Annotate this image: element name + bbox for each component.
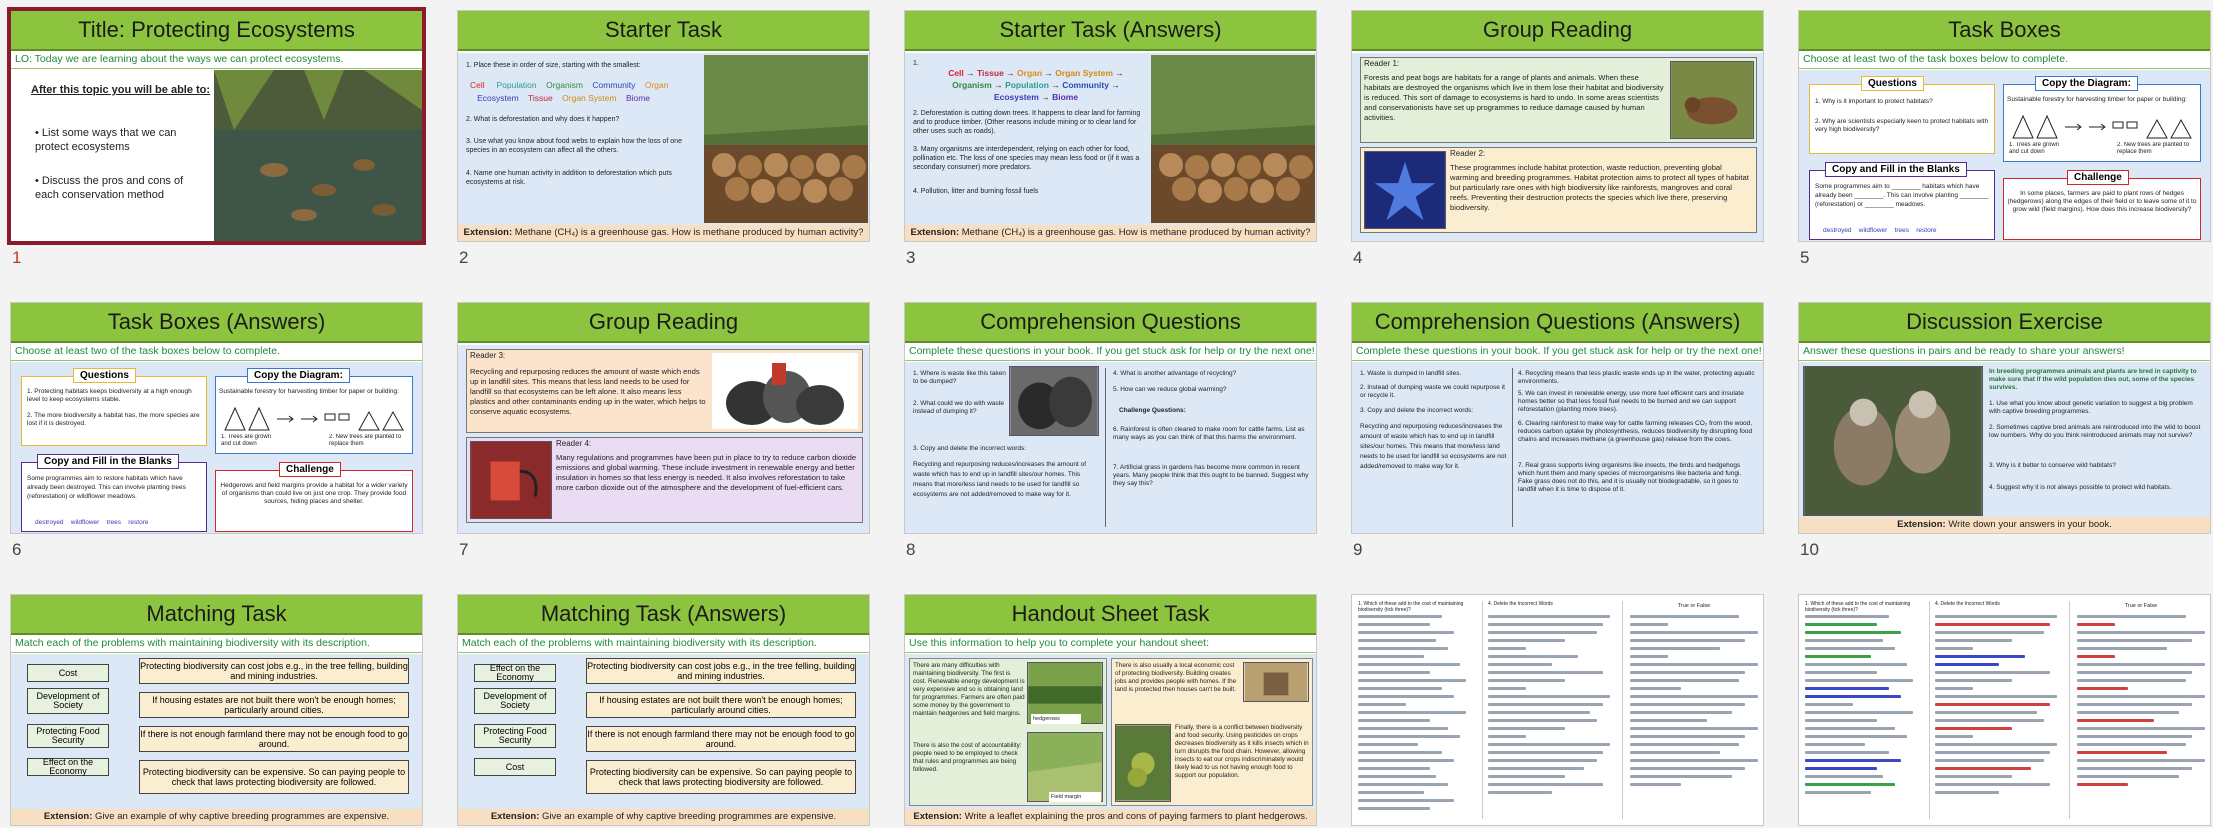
answer-3: 3. Copy and delete the incorrect words: (1360, 407, 1474, 414)
slide-number-4: 4 (1353, 248, 1363, 267)
reader-1-label: Reader 1: (1364, 59, 1400, 68)
starter-q2: 2. What is deforestation and why does it happen? (466, 116, 620, 123)
extension-bar: Extension: Write a leaflet explaining the pros and cons of paying farmers to plant hedgerows. (905, 809, 1316, 825)
slide-title: Title: Protecting Ecosystems (11, 11, 422, 51)
building-photo (1243, 662, 1309, 702)
match-answer-3: Protecting Food Security (474, 724, 556, 748)
fuel-pump-photo (470, 441, 552, 519)
question-4: 4. What is another advantage of recycling? (1113, 370, 1237, 377)
question-2: 2. What could we do with waste instead of dumping it? (913, 400, 1005, 415)
slide-thumbnail-3[interactable] (904, 10, 1317, 242)
answer-2: 2. Instead of dumping waste we could repurpose it or recycle it. (1360, 384, 1505, 399)
challenge-title: Challenge (279, 462, 341, 477)
fill-blanks-answer: Some programmes aim to restore habitats which have already been destroyed. This can involve planting trees (reforestation) or wildflower meadows. (27, 475, 186, 500)
question-3: 3. Copy and delete the incorrect words: (913, 445, 1027, 452)
slide-title: Matching Task (11, 595, 422, 635)
worksheet-col1-lines (1358, 615, 1478, 815)
objectives-heading: After this topic you will be able to: (31, 84, 211, 96)
answer-1-number: 1. (913, 60, 919, 67)
worksheet-col2-heading: 4. Delete the Incorrect Words (1488, 601, 1553, 607)
extension-bar: Extension: Methane (CH₄) is a greenhouse gas. How is methane produced by human activity? (905, 225, 1316, 241)
diagram-text: Sustainable forestry for harvesting timber for paper or building: (219, 388, 399, 395)
slide-number-9: 9 (1353, 540, 1363, 559)
slide-subtitle: Answer these questions in pairs and be ready to share your answers! (1799, 345, 2210, 361)
slide-subtitle: Match each of the problems with maintaining biodiversity with its description. (458, 637, 869, 653)
match-description-3: If there is not enough farmland there may not be enough food to go around. (586, 726, 856, 752)
slide-title: Handout Sheet Task (905, 595, 1316, 635)
slide-thumbnail-1[interactable] (10, 10, 423, 242)
match-description-1: Protecting biodiversity can cost jobs e.g., in the tree felling, building and mining industries. (586, 658, 856, 684)
challenge-title: Challenge (2067, 170, 2129, 185)
question-3-text: Recycling and repurposing reduces/increases the amount of waste which has to end up in landfill sites/our homes. This means that more/less land needs to be used for landfill so ecosystems are not added/removed to make way for it. (913, 461, 1087, 498)
diagram-step-2: 2. New trees are planted to replace them (329, 434, 402, 447)
slide-subtitle: Complete these questions in your book. If you get stuck ask for help or try the next one! (905, 345, 1316, 361)
slide-thumbnail-13[interactable] (904, 594, 1317, 826)
reader-2-label: Reader 2: (1450, 149, 1486, 158)
reader-4-label: Reader 4: (556, 439, 592, 448)
slide-thumbnail-10[interactable] (1798, 302, 2211, 534)
slide-subtitle: Use this information to help you to complete your handout sheet: (905, 637, 1316, 653)
size-order-words: Cell Population Organism Community Organ Ecosystem Tissue Organ System Biome (470, 80, 669, 103)
fill-blanks-words: destroyed wildflower trees restore (35, 519, 149, 526)
diagram-step-2: 2. New trees are planted to replace them (2117, 142, 2190, 155)
worksheet-col1-lines (1805, 615, 1925, 815)
match-answer-2: Development of Society (474, 688, 556, 714)
slide-thumbnail-6[interactable] (10, 302, 423, 534)
slide-thumbnail-11[interactable] (10, 594, 423, 826)
challenge-questions-heading: Challenge Questions: (1119, 407, 1186, 414)
slide-thumbnail-12[interactable] (457, 594, 870, 826)
fill-blanks-text: Some programmes aim to ________ habitats which have already been ________. This can involve planting ________ (reforestation) or ________ meadows. (1815, 183, 1989, 208)
slide-thumbnail-15[interactable] (1798, 594, 2211, 826)
worksheet-col1-heading: 1. Which of these add to the cost of maintaining biodiversity (tick three)? (1805, 601, 1911, 613)
match-problem-3[interactable]: Protecting Food Security (27, 724, 109, 748)
extension-bar: Extension: Give an example of why captive breeding programmes are expensive. (458, 809, 869, 825)
slide-thumbnail-5[interactable] (1798, 10, 2211, 242)
forestry-diagram (221, 406, 411, 432)
diagram-title: Copy the Diagram: (247, 368, 350, 383)
size-order-answer: Cell → Tissue → Organ → Organ System → Organism → Population → Community → Ecosystem → Biome (948, 68, 1124, 102)
lemurs-photo (1803, 366, 1983, 516)
deforestation-photo (1151, 55, 1315, 223)
slide-subtitle: Complete these questions in your book. If you get stuck ask for help or try the next one! (1352, 345, 1763, 361)
hedgerow-caption: hedgerows (1031, 714, 1081, 724)
slide-number-3: 3 (906, 248, 916, 267)
capybara-photo (1670, 61, 1754, 139)
worksheet-col3-heading: True or False (1677, 603, 1711, 609)
worksheet-col2-lines (1935, 615, 2063, 815)
starter-q3: 3. Use what you know about food webs to explain how the loss of one species in an ecosystem can affect all the others. (466, 138, 682, 154)
extension-bar: Extension: Give an example of why captive breeding programmes are expensive. (11, 809, 422, 825)
answer-4: 4. Pollution, litter and burning fossil fuels (913, 188, 1039, 195)
match-problem-2[interactable]: Development of Society (27, 688, 109, 714)
discussion-q3: 3. Why is it better to conserve wild habitats? (1989, 462, 2116, 469)
answer-7: 7. Real grass supports living organisms like insects, the birds and hedgehogs which hunt them and many species of microorganisms like bacteria and fungi. Fake grass does not do this, and it is usually not biodegradable, so it goes to landfill when it is time to dispose of it. (1518, 462, 1742, 493)
match-problem-4[interactable]: Effect on the Economy (27, 758, 109, 776)
objective-1: • List some ways that we can protect ecosystems (35, 127, 177, 153)
slide-title: Discussion Exercise (1799, 303, 2210, 343)
answer-4: 4. Recycling means that less plastic waste ends up in the water, protecting aquatic environments. (1518, 370, 1755, 385)
slide-thumbnail-7[interactable] (457, 302, 870, 534)
handout-text-1: There are many difficulties with maintaining biodiversity. The first is cost. Renewable energy development is very expensive and so is obtaining land for programmes. Farmers are often paid some money by the government to maintain hedgerows and field margins. (913, 662, 1025, 717)
slide-thumbnail-2[interactable] (457, 10, 870, 242)
match-description-4: Protecting biodiversity can be expensive. So can paying people to check that laws protecting biodiversity are followed. (586, 760, 856, 794)
question-6: 6. Rainforest is often cleared to make room for cattle farms. List as many ways as you can think of that this harms the environment. (1113, 426, 1305, 441)
slide-number-7: 7 (459, 540, 469, 559)
answer-6: 6. Clearing rainforest to make way for cattle farming releases CO₂ from the wood, reduces carbon uptake by photosynthesis, reduces biodiversity by disrupting food chains and increases methane (a greenhouse gas) release from the cows. (1518, 420, 1753, 443)
field-margin-caption: Field margin (1049, 792, 1101, 802)
diagram-text: Sustainable forestry for harvesting timber for paper or building: (2007, 96, 2187, 103)
slide-number-2: 2 (459, 248, 469, 267)
reader-3-label: Reader 3: (470, 351, 506, 360)
match-description-1[interactable]: Protecting biodiversity can cost jobs e.g., in the tree felling, building and mining industries. (139, 658, 409, 684)
match-answer-1: Effect on the Economy (474, 664, 556, 682)
grapes-photo (1115, 724, 1171, 802)
slide-title: Comprehension Questions (Answers) (1352, 303, 1763, 343)
answer-2: 2. The more biodiversity a habitat has, the more species are lost if it is destroyed. (27, 412, 200, 427)
ducks-photo (214, 70, 422, 242)
starter-q1: 1. Place these in order of size, starting with the smallest: (466, 62, 641, 69)
reader-4-text: Many regulations and programmes have been put in place to try to reduce carbon dioxide emissions and global warming. These include investment in renewable energy and better insulation in homes so that less energy is needed. It also involves reforestation to take more carbon dioxide out of the atmosphere and the development of fuel-efficient cars. (556, 453, 857, 492)
handout-text-2: There is also the cost of accountability: people need to be employed to check that rules and programmes are being followed. (913, 742, 1022, 773)
reader-2-text: These programmes include habitat protection, waste reduction, preventing global warming and breeding programmes. Habitat protection aims to protect all types of habitat but particularly rare ones with high biodiversity like rainforests, mangroves and coral reefs. Preventing their destruction protects the species which live there, preserving biodiversity. (1450, 163, 1749, 212)
worksheet-col1-heading: 1. Which of these add to the cost of maintaining biodiversity (tick three)? (1358, 601, 1464, 613)
slide-title: Group Reading (1352, 11, 1763, 51)
question-5: 5. How can we reduce global warming? (1113, 386, 1227, 393)
slide-subtitle: Choose at least two of the task boxes below to complete. (11, 345, 422, 361)
challenge-answer: Hedgerows and field margins provide a habitat for a wider variety of organisms than could live on just one crop. They provide food sources, hiding places and shelter. (220, 482, 408, 505)
answer-3-text: Recycling and repurposing reduces/increases the amount of waste which has to end up in landfill sites/our homes. This means that more/less land needs to be used for landfill so ecosystems are not added/removed to make way for it. (1360, 423, 1507, 470)
match-answer-4: Cost (474, 758, 556, 776)
worksheet-col2-lines (1488, 615, 1616, 815)
breeding-intro: In breeding programmes animals and plants are bred in captivity to make sure that if the wild population dies out, some of the species survives. (1989, 368, 2197, 391)
diagram-step-1: 1. Trees are grown and cut down (2009, 142, 2060, 155)
match-description-2[interactable]: If housing estates are not built there won't be enough homes; particularly around cities. (139, 692, 409, 718)
fill-blanks-words: destroyed wildflower trees restore (1823, 227, 1937, 234)
extension-bar: Extension: Write down your answers in your book. (1799, 517, 2210, 533)
worksheet-col2-heading: 4. Delete the Incorrect Words (1935, 601, 2000, 607)
worksheet-col3-heading: True or False (2124, 603, 2158, 609)
discussion-q4: 4. Suggest why it is not always possible to protect wild habitats. (1989, 484, 2172, 491)
slide-number-8: 8 (906, 540, 916, 559)
slide-number-1: 1 (12, 248, 22, 267)
starter-q4: 4. Name one human activity in addition to deforestation which puts ecosystems at risk. (466, 170, 672, 186)
answer-5: 5. We can invest in renewable energy, use more fuel efficient cars and insulate homes better so that less fossil fuel needs to be burned and we can support reforestation (planting more trees). (1518, 390, 1744, 413)
reader-3-text: Recycling and repurposing reduces the amount of waste which ends up in landfill sites. This means that less land needs to be used for landfill so that ecosystems can be left alone. It also means less plastics and other contaminants ending up in the water, which helps to conserve aquatic ecosystems. (470, 367, 706, 416)
slide-title: Group Reading (458, 303, 869, 343)
deforestation-photo (704, 55, 868, 223)
question-2: 2. Why are scientists especially keen to protect habitats with very high biodiversity? (1815, 118, 1989, 133)
question-1: 1. Where is waste like this taken to be dumped? (913, 370, 1006, 385)
handout-text-4: Finally, there is a conflict between biodiversity and food security. Using pesticides on crops decreases biodiversity as it kills insects which in turn disrupts the food chain. However, allowing insects to eat our crops indiscriminately would likely lead to us not having enough food to support our population. (1175, 724, 1309, 779)
match-description-2: If housing estates are not built there won't be enough homes; particularly around cities. (586, 692, 856, 718)
slide-title: Starter Task (458, 11, 869, 51)
fill-blanks-title: Copy and Fill in the Blanks (37, 454, 179, 469)
slide-title: Matching Task (Answers) (458, 595, 869, 635)
question-7: 7. Artificial grass in gardens has become more common in recent years. Many people think that this ought to be banned. Suggest why they say this? (1113, 464, 1309, 487)
discussion-q2: 2. Sometimes captive bred animals are reintroduced into the wild to boost low numbers. Why do you think reintroduced animals may not survive? (1989, 424, 2201, 439)
worksheet-col3-lines (2077, 615, 2205, 815)
slide-thumbnail-8[interactable] (904, 302, 1317, 534)
diagram-step-1: 1. Trees are grown and cut down (221, 434, 272, 447)
worksheet-col3-lines (1630, 615, 1758, 815)
landfill-photo (712, 353, 858, 429)
slide-title: Comprehension Questions (905, 303, 1316, 343)
handout-text-3: There is also usually a local economic cost of protecting biodiversity. Building creates jobs and provides people with homes. If the land is protected then houses can't be built. (1115, 662, 1237, 693)
match-description-3[interactable]: If there is not enough farmland there may not be enough food to go around. (139, 726, 409, 752)
worksheet-answers-page (1799, 595, 2210, 825)
objective-2: • Discuss the pros and cons of each conservation method (35, 175, 184, 201)
diagram-title: Copy the Diagram: (2035, 76, 2138, 91)
challenge-text: In some places, farmers are paid to plant rows of hedges (hedgerows) along the edges of their field or to leave some of it to grow wild (field margins). How does this increase biodiversity? (2007, 190, 2197, 213)
answer-2: 2. Deforestation is cutting down trees. It happens to clear land for farming and to produce timber. (Other reasons include mining or to clear land for other uses such as roads). (913, 110, 1141, 135)
slide-number-5: 5 (1800, 248, 1810, 267)
slide-title: Starter Task (Answers) (905, 11, 1316, 51)
answer-1: 1. Protecting habitats keeps biodiversity at a high enough level to keep ecosystems stable. (27, 388, 192, 403)
questions-title: Questions (1861, 76, 1924, 91)
answer-3: 3. Many organisms are interdependent, relying on each other for food, pollination etc. The loss of one species may mean less food or (if it was a secondary consumer) more predators. (913, 146, 1140, 171)
answer-1: 1. Waste is dumped in landfill sites. (1360, 370, 1462, 377)
slide-thumbnail-14[interactable] (1351, 594, 1764, 826)
slide-thumbnail-4[interactable] (1351, 10, 1764, 242)
discussion-q1: 1. Use what you know about genetic variation to suggest a big problem with captive breeding programmes. (1989, 400, 2193, 415)
worksheet-page (1352, 595, 1763, 825)
slide-thumbnail-9[interactable] (1351, 302, 1764, 534)
slide-title: Task Boxes (Answers) (11, 303, 422, 343)
slide-subtitle: Choose at least two of the task boxes below to complete. (1799, 53, 2210, 69)
slide-subtitle: Match each of the problems with maintaining biodiversity with its description. (11, 637, 422, 653)
fill-blanks-title: Copy and Fill in the Blanks (1825, 162, 1967, 177)
slide-title: Task Boxes (1799, 11, 2210, 51)
slide-subtitle: LO: Today we are learning about the ways we can protect ecosystems. (11, 53, 422, 69)
forestry-diagram (2009, 114, 2199, 140)
extension-bar: Extension: Methane (CH₄) is a greenhouse gas. How is methane produced by human activity? (458, 225, 869, 241)
questions-title: Questions (73, 368, 136, 383)
question-1: 1. Why is it important to protect habitats? (1815, 98, 1933, 105)
rubbish-bags-photo (1009, 366, 1099, 436)
starfish-photo (1364, 151, 1446, 229)
match-problem-1[interactable]: Cost (27, 664, 109, 682)
slide-number-6: 6 (12, 540, 22, 559)
slide-number-10: 10 (1800, 540, 1819, 559)
match-description-4[interactable]: Protecting biodiversity can be expensive. So can paying people to check that laws protecting biodiversity are followed. (139, 760, 409, 794)
reader-1-text: Forests and peat bogs are habitats for a range of plants and animals. When these habitats are destroyed the organisms which live in them lose their habitat and biodiversity is reduced. This sort of damage to ecosystems is hard to undo. In some areas scientists and conservationists have set up programmes to reduce damage caused by human activities. (1364, 73, 1664, 122)
